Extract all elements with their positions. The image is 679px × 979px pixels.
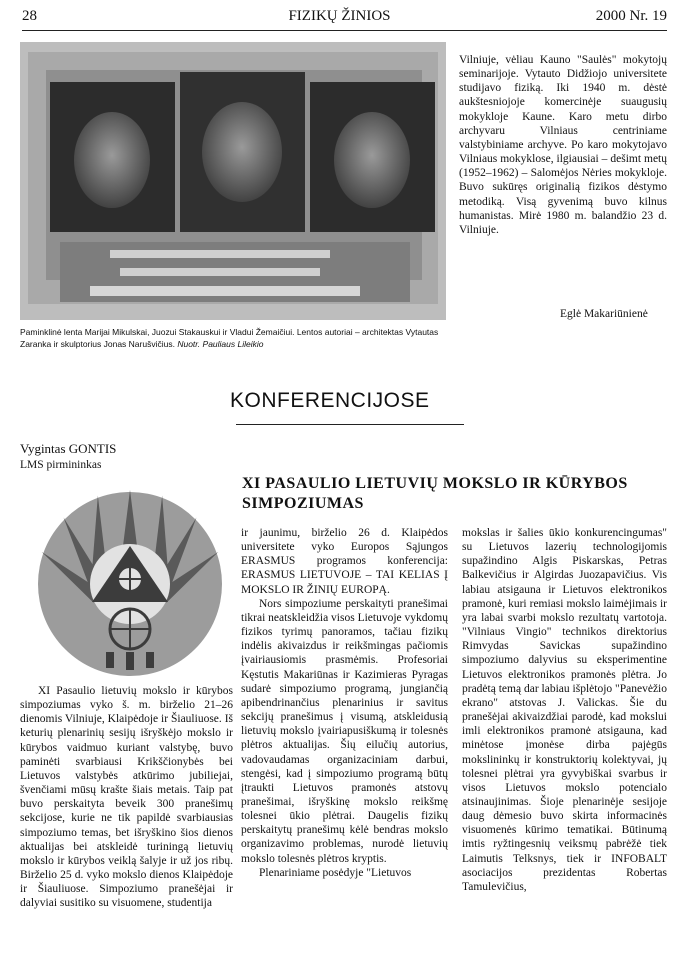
article-author: Vygintas GONTIS bbox=[20, 441, 117, 456]
caption-text: Paminklinė lenta Marijai Mikulskai, Juozui Stakauskui ir Vladui Žemaičiui. Lentos autoriai – architektas Vytautas Zaranka ir skulptorius Jonas Narušvičius. bbox=[20, 327, 439, 349]
symposium-logo bbox=[30, 484, 230, 684]
header-rule bbox=[22, 30, 667, 31]
author-role: LMS pirmininkas bbox=[20, 459, 102, 471]
paragraph: ir jaunimu, birželio 26 d. Klaipėdos universitete vyko Europos Sąjungos ERASMUS programos konferencija: ERASMUS LIETUVOJE – TAI KELIAS Į MOKSLO IR ŽINIŲ EUROPĄ. bbox=[241, 527, 448, 596]
sunburst-globe-emblem bbox=[30, 484, 230, 684]
plaque-illustration bbox=[20, 42, 446, 320]
paragraph: mokslas ir šalies ūkio konkurencingumas" su Lietuvos lazerių technologijomis supažindino Algis Piskarskas, Petras Balkevičius ir Algirdas Juozapavičius. Vis labiau atsigauna ir Lietuvos elektronikos pramonė, kuri remiasi mokslo laimėjimais ir yra labai svarbi mokslo rezultatų vartotoja. "Vilniaus Vingio" technikos direktorius Rimvydas Savickas supažindino simpoziumo dalyvius su eksperimentine Lietuvos elektronikos pramonės plėtra. Jo pradėtą temą dar labiau išplėtojo "Panevėžio ekrano" atstovas J. Valickas. Šie du pranešėjai akivaizdžiai parodė, kad mokslui imli elektronikos pramonė atsigauna, kad minėtose įmonėse dirba pajėgūs mokslininkų ir konstruktorių kolektyvai, jų tolesnei plėtrai yra gyvybiškai svarbus ir visos Lietuvos mokslo potencialo atsinaujinimas. Šioje plenarinėje sesijoje daug dėmesio buvo skirta informacinės visuomenės kūrimo tematikai. Būtinumą imtis ryžtingesnių veiksmų pabrėžė tiek Laimutis Telksnys, tiek ir INFOBALT asociacijos prezidentas Robertas Tamulevičius, bbox=[462, 527, 667, 893]
article-column-3 bbox=[462, 526, 667, 894]
journal-title: FIZIKŲ ŽINIOS bbox=[288, 8, 391, 24]
page-number: 28 bbox=[22, 8, 37, 24]
article-title: XI PASAULIO LIETUVIŲ MOKSLO IR KŪRYBOS SIMPOZIUMAS bbox=[242, 475, 628, 512]
obituary-text: Vilniuje, vėliau Kauno "Saulės" mokytojų seminarijoje. Vytauto Didžiojo universitete studijavo fiziką. Iki 1940 m. dėstė aukštesniojoje komercinėje suaugusių mokykloje Kaune. Karo metu dirbo archyvaru Vilniaus centriniame valstybiniame archyve. Po karo mokytojavo Vilniaus mokyklose, ilgiausiai – dešimt metų (1952–1962) – Salomėjos Nėries mokykloje. Buvo sukūręs originalią fizikos dėstymo metodiką. Visą gyvenimą buvo kilnus humanistas. Mirė 1980 m. balandžio 23 d. Vilniuje. bbox=[459, 54, 667, 236]
section-rule bbox=[236, 424, 464, 425]
paragraph: XI Pasaulio lietuvių mokslo ir kūrybos simpoziumas vyko š. m. birželio 21–26 dienomis Vilniuje, Klaipėdoje ir Šiauliuose. Iš keturių plenarinių sesijų išryškėjo mokslo ir kūrybos vaidmuo kuriant valstybę, buvo paminėti svarbiausi Krikščionybės bei Lietuvos valstybės atkūrimo jubiliejai, švenčiami mūsų krašte šiais metais. Taip pat buvo perskaityta beveik 300 pranešimų sekcijose, kurie ne tik papildė svarbiausias simpoziumo temas, bet išryškino šios dienos aktualijas bei atskleidė turiningą lietuvių mokslo ir kūrybos veiklą šalyje ir už jos ribų. Birželio 25 d. vyko mokslo dienos Klaipėdoje ir Šiauliuose. Simpoziumo pranešėjai ir dalyviai susitiko su visuomene, studentija bbox=[20, 685, 233, 910]
section-title: KONFERENCIJOSE bbox=[230, 389, 430, 412]
obituary-continuation bbox=[459, 53, 667, 237]
photo-caption bbox=[20, 326, 448, 350]
obituary-author: Eglė Makariūnienė bbox=[560, 308, 648, 320]
memorial-plaque-photo bbox=[20, 42, 446, 320]
paragraph: Nors simpoziume perskaityti pranešimai tikrai neatskleidžia visos Lietuvoje vykdomų fizikos tyrimų panoramos, tačiau fizikų indėlis akivaizdus ir reikšmingas pačiomis įvairiausiomis prasmėmis. Profesoriai Kęstutis Makariūnas ir Kazimieras Pyragas sudarė simpoziumo programą, jungiančią apibendrinančius plenarinius ir savitus sekcijų pranešimus į visumą, atskleidusią lietuvių mokslo įvairiapusiškumą ir tolesnės plėtros aktualijas. Šių eilučių autorius, vadovaudamas organizaciniam darbui, stengėsi, kad į simpoziumo programą būtų įtraukti Lietuvos pramonės atstovų pranešimai, išryškinę mokslo reikšmę tolesnei ūkio plėtrai. Daugelis fizikų perskaitytų pranešimų kėlė bendras mokslo organizavimo problemas, nurodė lietuvių mokslo tolesnės plėtros kryptis. bbox=[241, 597, 448, 865]
photo-credit: Nuotr. Pauliaus Lileikio bbox=[177, 339, 264, 349]
article-column-2 bbox=[241, 526, 448, 880]
article-column-1 bbox=[20, 684, 233, 911]
issue-number: 2000 Nr. 19 bbox=[595, 8, 667, 24]
paragraph: Plenariniame posėdyje "Lietuvos bbox=[259, 866, 412, 879]
